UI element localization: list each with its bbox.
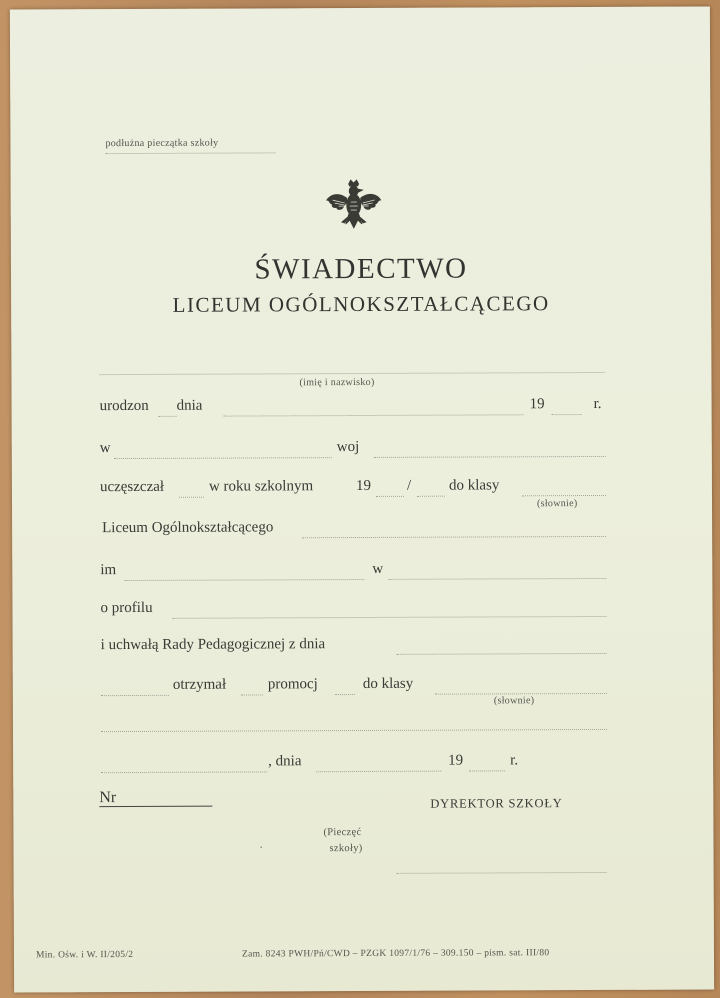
named-after-label: im	[100, 562, 117, 579]
footer-ministry-code: Min. Ośw. i W. II/205/2	[35, 950, 134, 961]
certificate-form	[10, 6, 714, 992]
number-line	[99, 806, 212, 807]
school-year-slash: /	[406, 477, 412, 494]
issue-date-label: , dnia	[268, 753, 302, 770]
class-line	[522, 495, 606, 496]
province-line	[374, 456, 606, 458]
born-suffix-line	[159, 416, 177, 417]
named-after-line	[124, 579, 364, 581]
class-label: do klasy	[448, 477, 500, 494]
seal-dot: ·	[259, 842, 263, 854]
issue-date-line	[316, 771, 441, 773]
issue-year-suffix: r.	[510, 752, 519, 769]
director-signature-line	[397, 872, 607, 874]
school-type-label: Liceum Ogólnokształcącego	[102, 519, 274, 537]
place-line	[114, 457, 332, 459]
certificate-title: ŚWIADECTWO	[254, 252, 468, 286]
born-year-suffix: r.	[593, 395, 602, 412]
born-day-label: dnia	[176, 397, 203, 414]
footer-print-order: Zam. 8243 PWH/Pń/CWD – PZGK 1097/1/76 – 309.150 – pism. sat. III/80	[241, 948, 550, 960]
profile-label: o profilu	[100, 599, 153, 617]
school-type-line	[302, 536, 606, 538]
blank-line	[101, 729, 607, 732]
promotion-words-caption: (słownie)	[493, 695, 535, 707]
number-label: Nr	[99, 789, 117, 807]
certificate-subtitle: LICEUM OGÓLNOKSZTAŁCĄCEGO	[172, 291, 550, 317]
promotion-label: promocj	[267, 676, 318, 693]
class-words-caption: (słownie)	[536, 498, 578, 510]
name-caption: (imię i nazwisko)	[299, 376, 375, 389]
school-year-label: w roku szkolnym	[208, 478, 314, 495]
school-city-line	[388, 578, 606, 580]
born-date-line	[224, 414, 524, 416]
promotion-prefix-line	[101, 695, 169, 696]
born-year-prefix: 19	[529, 396, 545, 413]
school-year-prefix: 19	[355, 477, 371, 495]
school-year-start-line	[376, 496, 404, 497]
name-line	[99, 372, 604, 375]
province-label: woj	[336, 439, 360, 456]
director-label: DYREKTOR SZKOŁY	[430, 796, 563, 811]
issue-place-line	[101, 771, 267, 773]
seal-caption-line2: szkoły)	[329, 843, 363, 855]
polish-eagle-icon	[325, 176, 383, 234]
issue-year-line	[469, 770, 505, 771]
promotion-class-label: do klasy	[362, 675, 414, 692]
stamp-line	[105, 152, 275, 154]
born-label: urodzon	[99, 397, 149, 415]
school-stamp-label: podłużna pieczątka szkoły	[105, 137, 219, 150]
council-resolution-label: i uchwałą Rady Pedagogicznej z dnia	[100, 636, 326, 654]
promotion-suffix-line	[335, 694, 355, 695]
attended-label: uczęszczał	[99, 478, 165, 496]
attended-suffix-line	[179, 497, 204, 498]
issue-year-prefix: 19	[448, 752, 464, 769]
seal-caption-line1: (Pieczęć	[323, 827, 362, 839]
profile-line	[173, 616, 607, 619]
born-year-line	[552, 414, 582, 415]
council-date-line	[397, 653, 607, 655]
school-city-label: w	[372, 560, 384, 577]
place-label: w	[99, 440, 111, 457]
received-suffix-line	[241, 694, 263, 695]
school-year-end-line	[417, 496, 445, 497]
received-label: otrzymał	[172, 676, 227, 693]
